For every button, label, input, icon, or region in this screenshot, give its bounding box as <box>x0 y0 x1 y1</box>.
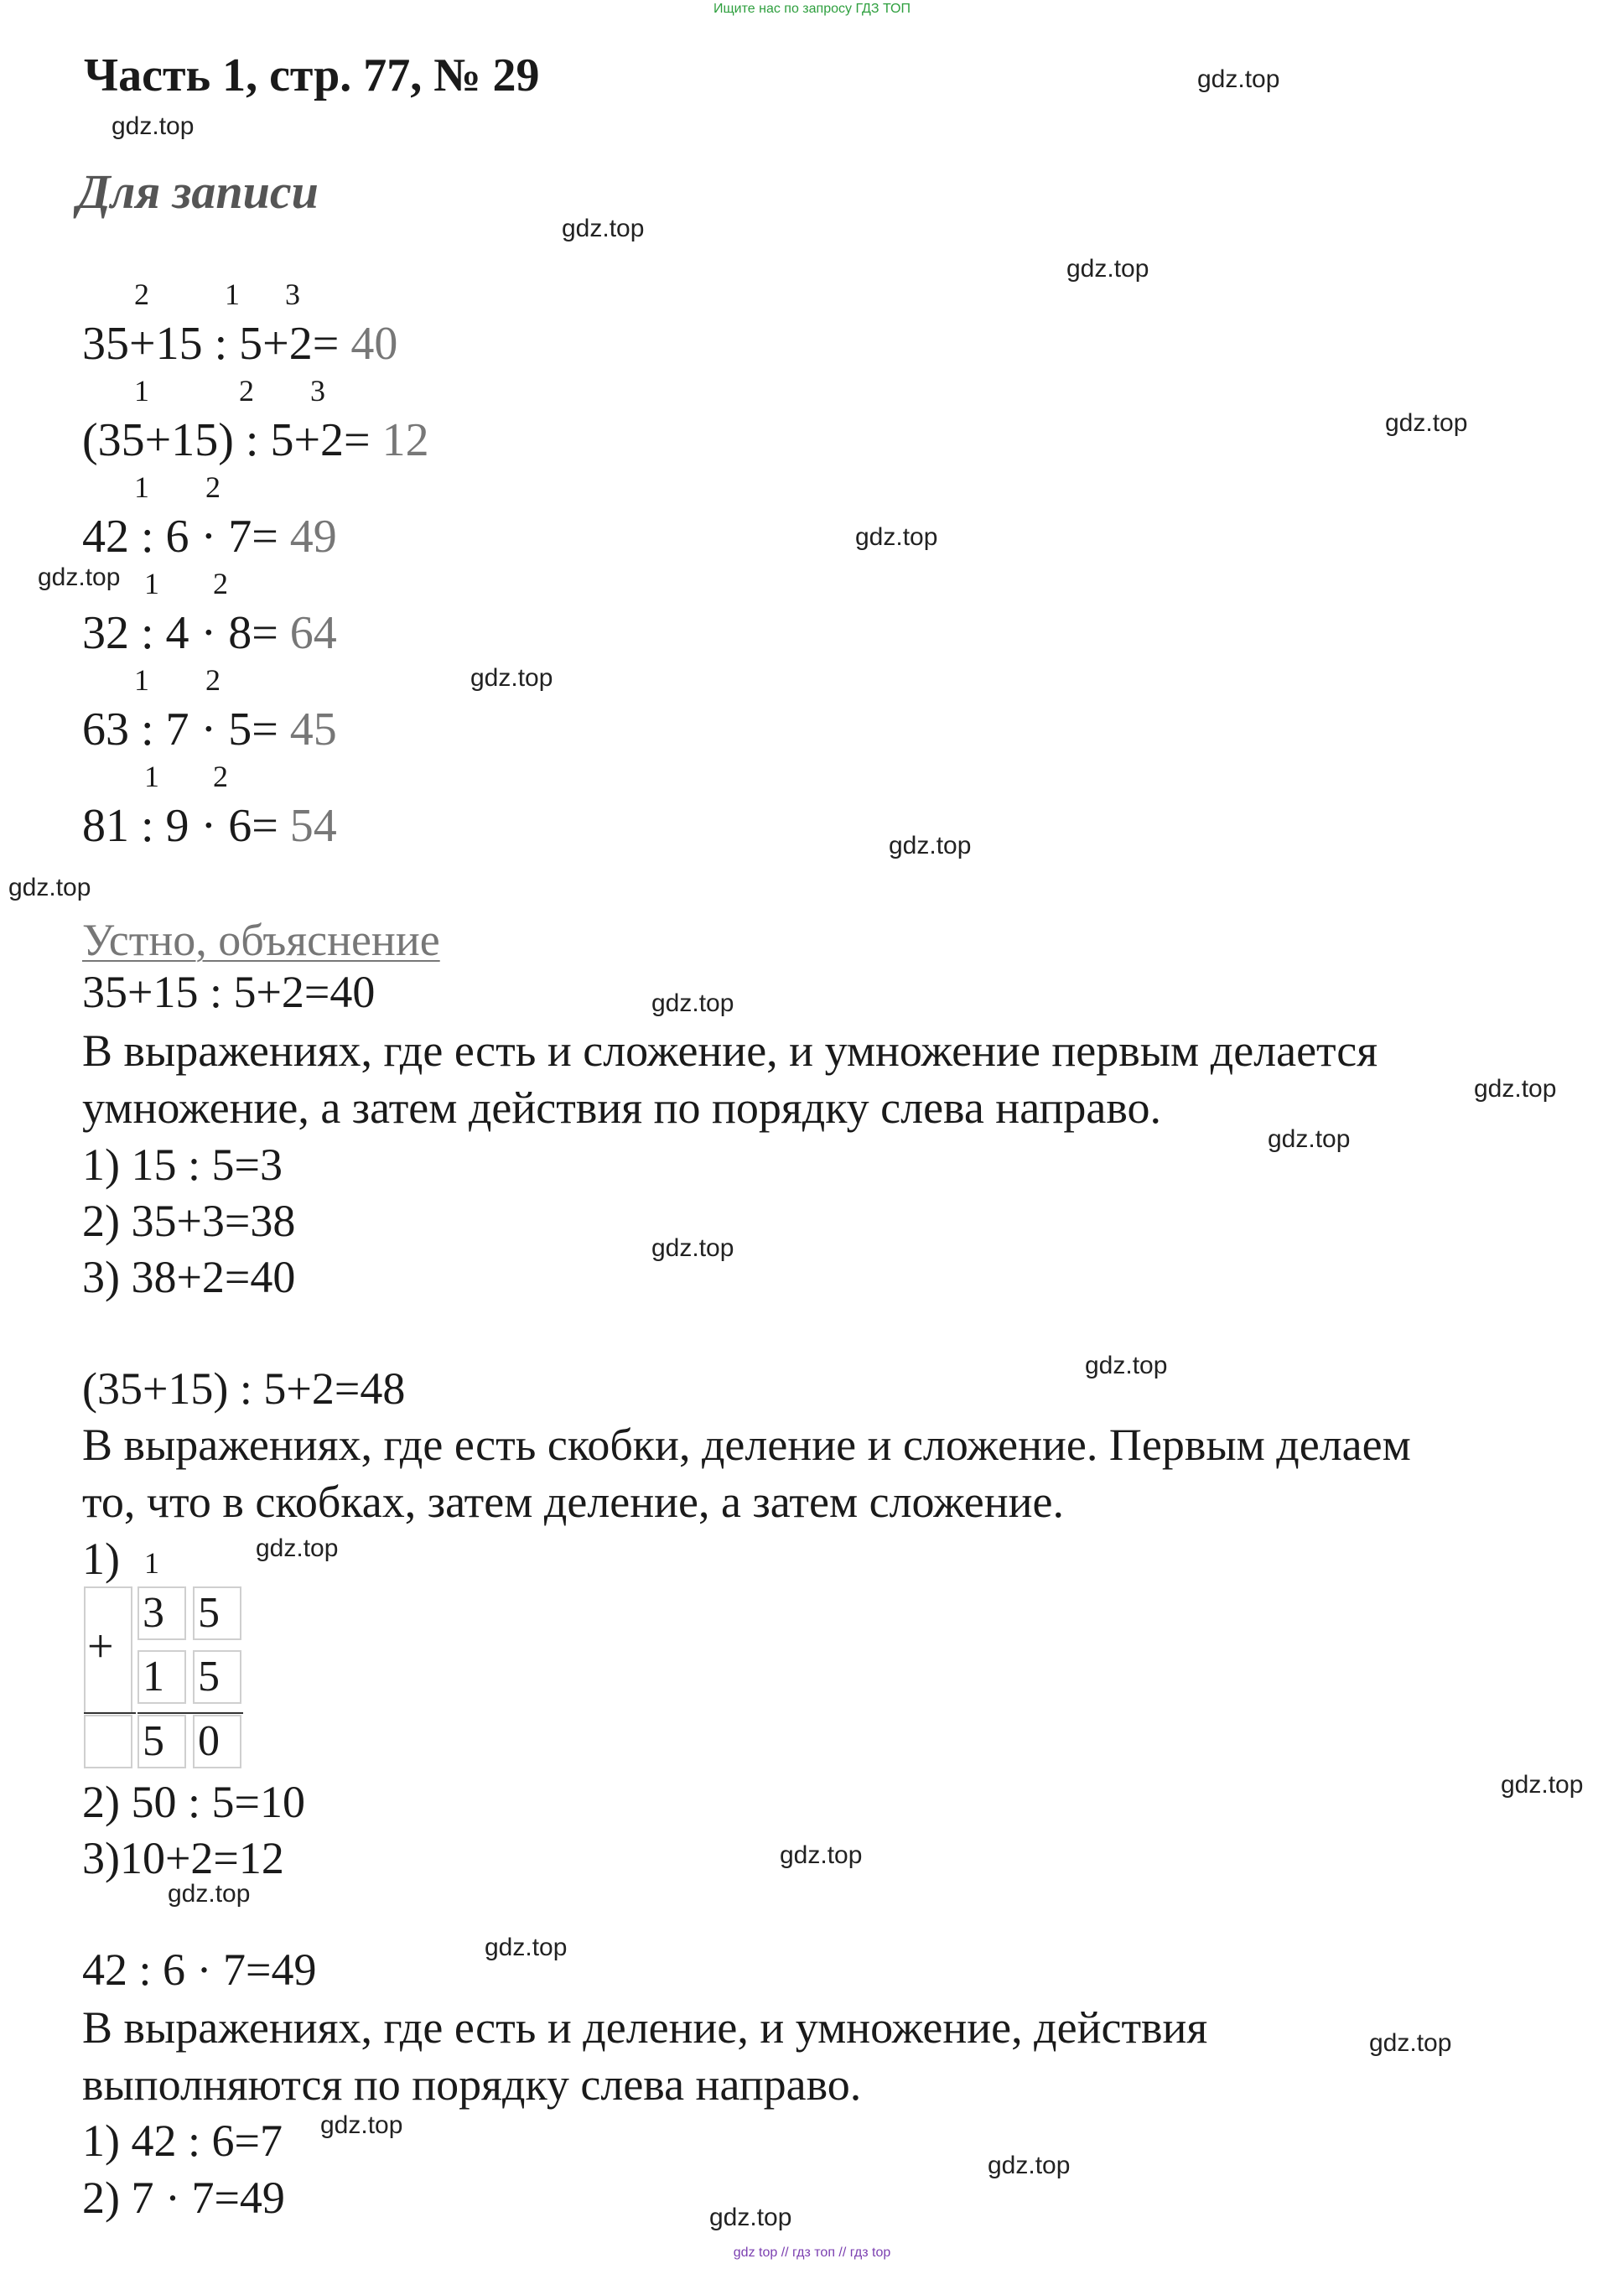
block1-step: 3) 38+2=40 <box>82 1252 296 1302</box>
expression-1: 35+15 : 5+2= 40 <box>82 318 398 370</box>
block3-text: В выражениях, где есть и деление, и умножение, действия <box>82 2002 1208 2053</box>
plus-sign: + <box>87 1621 114 1673</box>
watermark: gdz.top <box>485 1934 568 1961</box>
watermark: gdz.top <box>988 2152 1071 2179</box>
watermark: gdz.top <box>855 523 938 551</box>
section-subtitle: Для записи <box>77 164 319 219</box>
watermark: gdz.top <box>38 563 121 591</box>
expression-4: 32 : 4 · 8= 64 <box>82 607 337 659</box>
grid-cell: 1 <box>137 1650 186 1704</box>
order-mark: 2 <box>239 374 254 408</box>
expression-2: (35+15) : 5+2= 12 <box>82 414 429 466</box>
watermark: gdz.top <box>1474 1075 1557 1103</box>
grid-cell: 5 <box>193 1586 241 1640</box>
watermark: gdz.top <box>1085 1352 1168 1379</box>
order-mark: 1 <box>225 278 240 311</box>
order-mark: 2 <box>205 663 221 697</box>
order-mark: 1 <box>134 663 149 697</box>
order-mark: 1 <box>144 567 159 600</box>
watermark: gdz.top <box>889 832 972 859</box>
order-mark: 1 <box>134 374 149 408</box>
block2-text: то, что в скобках, затем деление, а затем сложение. <box>82 1477 1065 1527</box>
carry-digit: 1 <box>144 1546 159 1580</box>
order-mark: 3 <box>285 278 300 311</box>
block1-step: 2) 35+3=38 <box>82 1196 296 1246</box>
block3-text: выполняются по порядку слева направо. <box>82 2059 862 2110</box>
sum-rule <box>84 1712 136 1714</box>
order-mark: 3 <box>310 374 325 408</box>
order-mark: 2 <box>205 470 221 504</box>
sum-rule <box>137 1712 243 1714</box>
block3-step: 2) 7 · 7=49 <box>82 2173 285 2223</box>
grid-cell: 5 <box>193 1650 241 1704</box>
page-title: Часть 1, стр. 77, № 29 <box>84 49 540 101</box>
block2-step: 3)10+2=12 <box>82 1833 284 1883</box>
block1-text: умножение, а затем действия по порядку слева направо. <box>82 1083 1161 1133</box>
watermark: gdz.top <box>1066 255 1149 283</box>
block3-expression: 42 : 6 · 7=49 <box>82 1944 317 1995</box>
block2-step: 2) 50 : 5=10 <box>82 1777 305 1827</box>
order-mark: 2 <box>213 760 228 793</box>
watermark: gdz.top <box>256 1534 339 1562</box>
watermark: gdz.top <box>470 664 553 692</box>
watermark: gdz.top <box>709 2204 792 2231</box>
oral-heading: Устно, объяснение <box>82 915 440 965</box>
block1-text: В выражениях, где есть и сложение, и умножение первым делается <box>82 1025 1378 1076</box>
watermark: gdz.top <box>780 1841 863 1869</box>
watermark: gdz.top <box>651 989 734 1017</box>
order-mark: 1 <box>144 760 159 793</box>
watermark: gdz.top <box>651 1234 734 1262</box>
bottom-note: gdz top // гдз топ // гдз top <box>733 2246 891 2260</box>
watermark: gdz.top <box>1385 409 1468 437</box>
grid-cell: 5 <box>137 1715 186 1768</box>
watermark: gdz.top <box>112 112 195 140</box>
watermark: gdz.top <box>320 2111 403 2139</box>
watermark: gdz.top <box>562 215 645 242</box>
grid-cell <box>84 1715 132 1768</box>
expression-3: 42 : 6 · 7= 49 <box>82 511 337 563</box>
block1-step: 1) 15 : 5=3 <box>82 1140 283 1190</box>
block2-text: В выражениях, где есть скобки, деление и сложение. Первым делаем <box>82 1420 1411 1470</box>
watermark: gdz.top <box>1501 1771 1584 1799</box>
order-mark: 1 <box>134 470 149 504</box>
grid-cell: 0 <box>193 1715 241 1768</box>
order-mark: 2 <box>134 278 149 311</box>
top-note: Ищите нас по запросу ГДЗ ТОП <box>713 2 911 16</box>
watermark: gdz.top <box>1197 65 1280 93</box>
expression-5: 63 : 7 · 5= 45 <box>82 704 337 755</box>
block2-expression: (35+15) : 5+2=48 <box>82 1363 406 1414</box>
watermark: gdz.top <box>168 1880 251 1908</box>
order-mark: 2 <box>213 567 228 600</box>
watermark: gdz.top <box>1268 1125 1351 1153</box>
expression-6: 81 : 9 · 6= 54 <box>82 800 337 852</box>
block2-step-label: 1) <box>82 1534 120 1584</box>
grid-cell: 3 <box>137 1586 186 1640</box>
block3-step: 1) 42 : 6=7 <box>82 2116 283 2166</box>
block1-expression: 35+15 : 5+2=40 <box>82 967 376 1017</box>
watermark: gdz.top <box>1369 2029 1452 2057</box>
watermark: gdz.top <box>8 874 91 901</box>
